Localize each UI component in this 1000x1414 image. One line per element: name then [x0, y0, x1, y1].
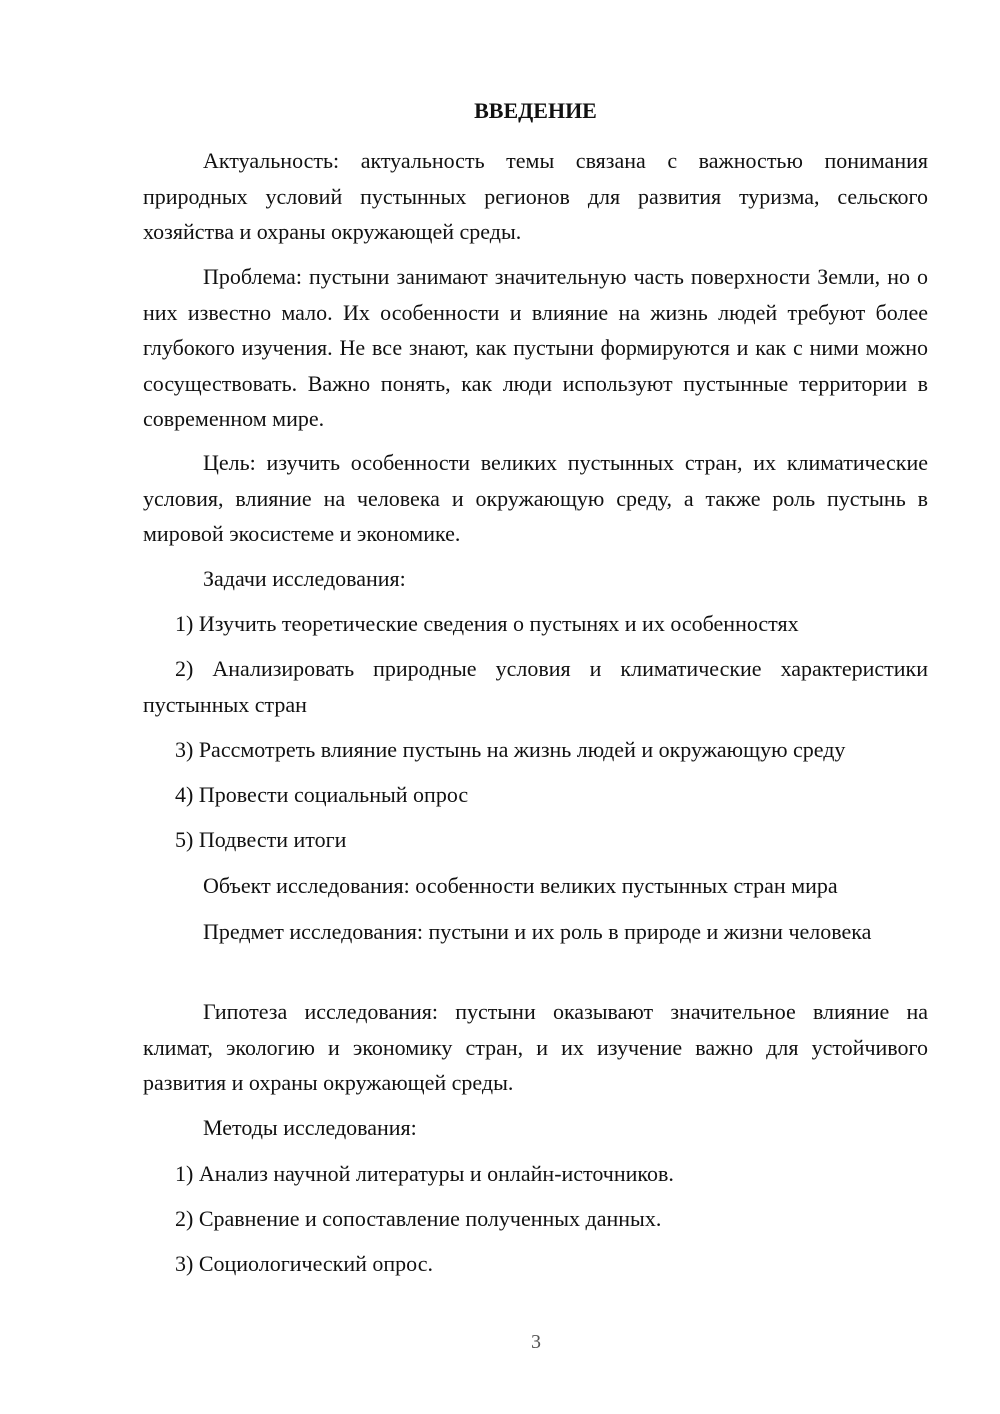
- tasks-heading: Задачи исследования:: [203, 566, 406, 591]
- method-item-1: 1) Анализ научной литературы и онлайн-источников.: [175, 1161, 674, 1186]
- task-item-4: 4) Провести социальный опрос: [175, 782, 469, 807]
- paragraph-problem: Проблема: пустыни занимают значительную часть поверхности Земли, но о них известно мало. Их особенности и влияние на жизнь людей требуют более глубокого изучения. Не все знают, как пустыни формируются и как с ними можно сосуществовать. Важно понять, как люди используют пустынные территории в современном мире.: [143, 264, 928, 431]
- method-item-2: 2) Сравнение и сопоставление полученных данных.: [175, 1206, 662, 1231]
- task-item-2: 2) Анализировать природные условия и климатические характеристики пустынных стран: [143, 656, 928, 717]
- paragraph-hypothesis: Гипотеза исследования: пустыни оказывают значительное влияние на климат, экологию и экономику стран, и их изучение важно для устойчивого развития и охраны окружающей среды.: [143, 999, 928, 1095]
- method-item-3: 3) Социологический опрос.: [175, 1251, 433, 1276]
- task-item-1: 1) Изучить теоретические сведения о пустынях и их особенностях: [175, 611, 799, 636]
- paragraph-goal: Цель: изучить особенности великих пустынных стран, их климатические условия, влияние на человека и окружающую среду, а также роль пустынь в мировой экосистеме и экономике.: [143, 450, 928, 546]
- methods-heading: Методы исследования:: [203, 1115, 417, 1140]
- paragraph-object: Объект исследования: особенности великих пустынных стран мира: [203, 873, 838, 898]
- paragraph-relevance: Актуальность: актуальность темы связана с важностью понимания природных условий пустынных регионов для развития туризма, сельского хозяйства и охраны окружающей среды.: [143, 148, 928, 244]
- task-item-3: 3) Рассмотреть влияние пустынь на жизнь людей и окружающую среду: [175, 737, 846, 762]
- page-number: 3: [531, 1331, 541, 1353]
- section-title: ВВЕДЕНИЕ: [474, 98, 597, 123]
- paragraph-subject: Предмет исследования: пустыни и их роль в природе и жизни человека: [203, 919, 872, 944]
- task-item-5: 5) Подвести итоги: [175, 827, 347, 852]
